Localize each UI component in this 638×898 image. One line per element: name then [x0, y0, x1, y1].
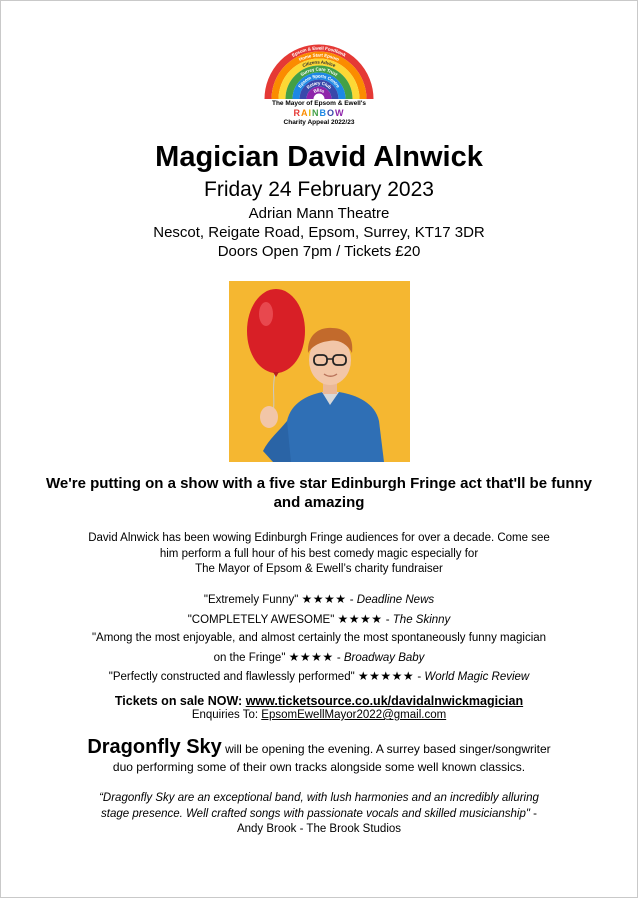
magician-photo [229, 281, 410, 462]
arc-label: Epsom & Ewell Foodbank [291, 45, 347, 58]
band-review-dash: - [529, 807, 537, 820]
band-review-attribution: Andy Brook - The Brook Studios [236, 823, 402, 835]
star-rating: ★★★★ [337, 611, 383, 626]
rainbow-letter: W [335, 108, 345, 118]
support-act [41, 736, 597, 774]
support-band-name: Dragonfly Sky [87, 736, 222, 758]
rainbow-letter: A [300, 108, 309, 118]
intro-text [41, 531, 597, 578]
review-quotes [31, 590, 607, 687]
rainbow-icon [262, 41, 376, 101]
review-source: Deadline News [356, 594, 435, 606]
rainbow-letter: I [308, 108, 312, 118]
arc-label: Rotary Club [305, 80, 333, 90]
review-item [31, 590, 607, 610]
review-source: The Skinny [392, 613, 451, 626]
support-text: duo performing some of their own tracks alongside some well known classics. [112, 760, 526, 774]
intro-line: him perform a full hour of his best comedy magic especially for [159, 547, 479, 560]
logo-appeal-line: Charity Appeal 2022/23 [283, 119, 355, 126]
intro-line: The Mayor of Epsom & Ewell’s charity fundraiser [195, 563, 443, 575]
star-rating: ★★★★ [301, 592, 347, 606]
tickets-label: Tickets on sale NOW: [114, 694, 246, 708]
event-title: Magician David Alnwick [155, 141, 483, 173]
arc-label: Bliss [312, 87, 326, 94]
review-quote: "Among the most enjoyable, and almost certainly the most spontaneously funny magician [91, 632, 547, 644]
event-date: Friday 24 February 2023 [204, 178, 434, 201]
charity-appeal-logo [262, 41, 376, 129]
enquiries-label: Enquiries To: [191, 709, 262, 721]
review-quote: "COMPLETELY AWESOME" [187, 613, 335, 626]
arc-label: Citizens Advice [301, 59, 337, 69]
review-sep: - [414, 671, 425, 683]
review-quote: "Extremely Funny" [203, 594, 299, 606]
logo-rainbow-word [262, 108, 376, 118]
review-quote: "Perfectly constructed and flawlessly performed" [108, 671, 355, 683]
review-sep: - [333, 651, 344, 664]
band-review [61, 791, 577, 838]
review-item [31, 610, 607, 630]
rainbow-letter: B [319, 108, 327, 118]
review-source: Broadway Baby [343, 651, 425, 664]
enquiries-line [1, 709, 637, 721]
venue-name: Adrian Mann Theatre [248, 205, 390, 222]
enquiries-email-link[interactable]: EpsomEwellMayor2022@gmail.com [261, 709, 447, 721]
band-review-quote: “Dragonfly Sky are an exceptional band, with lush harmonies and an incredibly alluring [99, 792, 539, 804]
headline: We're putting on a show with a five star Edinburgh Fringe act that'll be funny and amazing [45, 475, 593, 511]
arc-label: Home Start Epsom [298, 52, 340, 63]
review-source: World Magic Review [424, 671, 530, 683]
review-sep: - [382, 613, 393, 626]
review-item [31, 667, 607, 687]
review-item [31, 629, 607, 667]
arc-label: Surrey Care Trust [299, 66, 339, 78]
arc-label: Epsom Sports Centre [297, 73, 341, 89]
venue-address: Nescot, Reigate Road, Epsom, Surrey, KT17 3DR [153, 224, 485, 241]
band-review-quote: stage presence. Well crafted songs with passionate vocals and skilled musicianship" [101, 807, 530, 820]
intro-line: David Alnwick has been wowing Edinburgh Fringe audiences for over a decade. Come see [88, 532, 550, 544]
rainbow-letter: N [312, 108, 320, 118]
review-quote: on the Fringe" [213, 651, 286, 664]
rainbow-letter: R [293, 108, 301, 118]
star-rating: ★★★★ [288, 649, 334, 664]
doors-tickets: Doors Open 7pm / Tickets £20 [217, 243, 421, 260]
rainbow-letter: O [327, 108, 336, 118]
tickets-line [1, 694, 637, 708]
support-text: will be opening the evening. A surrey based singer/songwriter [221, 742, 551, 756]
star-rating: ★★★★★ [357, 669, 415, 683]
logo-mayor-line: The Mayor of Epsom & Ewell's [271, 100, 366, 107]
review-sep: - [346, 594, 357, 606]
tickets-link[interactable]: www.ticketsource.co.uk/davidalnwickmagician [245, 694, 524, 708]
